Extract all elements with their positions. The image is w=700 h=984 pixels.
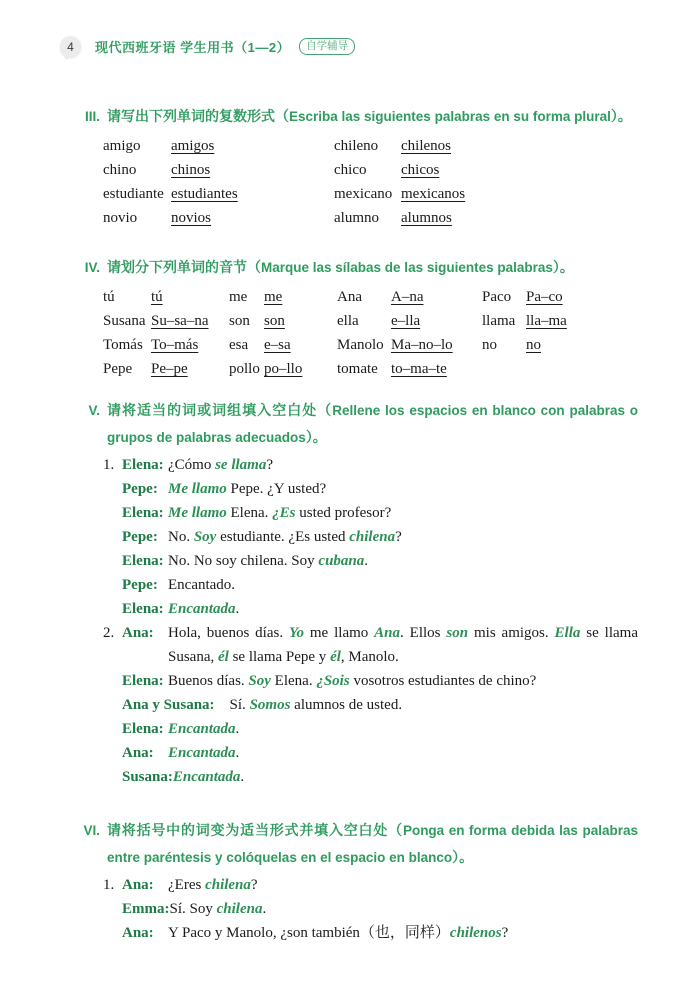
dialog-line [60,477,638,501]
dialog-line [60,921,638,945]
text-segment: ? [395,529,402,545]
text-segment: Elena. [270,673,317,689]
answer-cell: chilenos [401,138,451,154]
text-segment: estudiante. ¿Es usted [216,529,350,545]
speaker-label: Emma: [122,901,170,917]
text-segment: Y Paco y Manolo, ¿son también（也，同样） [168,925,450,941]
word-cell: no [482,337,497,353]
page-number-bubble [60,36,81,57]
text-segment: No. [168,529,194,545]
text-segment: Elena. [226,505,273,521]
text-segment: ¿Cómo [168,457,216,473]
speaker-label: Elena: [122,553,164,569]
title-chinese: 请划分下列单词的音节（ [107,259,261,275]
text-segment: . [235,745,240,761]
dialog-text [173,765,638,789]
item-number [103,717,122,741]
page-number: 4 [67,39,74,54]
table-row [60,357,638,381]
answer-segment: cubana [318,553,365,569]
word-table [60,134,638,230]
text-segment: me llamo [304,625,375,641]
speaker-label: Elena: [122,457,164,473]
text-segment: Buenos días. [168,673,249,689]
section-heading [60,254,638,281]
text-segment: No. No soy chilena. Soy [168,553,319,569]
section-numeral: III. [84,109,100,124]
answer-cell: e–lla [391,313,421,329]
dialog-line [60,621,638,669]
dialog-line [60,573,638,597]
text-segment: usted profesor? [295,505,392,521]
dialog-text [230,693,638,717]
answer-cell: A–na [391,289,424,305]
answer-segment: Encantada [168,721,236,737]
title-spanish: Escriba las siguientes palabras en su forma plural [289,109,611,124]
word-cell: tomate [337,361,378,377]
section-numeral: VI. [83,823,100,838]
word-cell: novio [103,210,138,226]
item-number [103,477,122,501]
answer-cell: e–sa [264,337,291,353]
text-segment: . [235,721,240,737]
dialog-text [168,621,638,669]
word-cell: estudiante [103,186,164,202]
answer-cell: to–ma–te [391,361,447,377]
self-study-badge: 自学辅导 [299,38,355,55]
text-segment: Sí. [229,697,250,713]
word-cell: Ana [337,289,362,305]
word-cell: chileno [334,138,379,154]
dialog-text [168,477,638,501]
word-cell [482,357,526,381]
answer-segment: Ana [374,625,401,641]
item-number [103,741,122,765]
answer-segment: chilenos [449,925,502,941]
text-segment: Encantado. [168,577,236,593]
answer-cell: To–más [151,337,199,353]
item-number [103,669,122,693]
speaker-label: Ana y Susana: [122,697,215,713]
section-title [100,817,638,871]
dialog-text [168,873,638,897]
answer-segment: él [218,649,229,665]
answer-segment: se llama [215,457,267,473]
answer-cell: Pe–pe [151,361,188,377]
speaker-label: Elena: [122,673,164,689]
item-number [103,921,122,945]
dialog-line [60,453,638,477]
dialog-line [60,525,638,549]
answer-cell: novios [171,210,212,226]
table-row [60,158,638,182]
answer-segment: Soy [193,529,217,545]
word-cell: mexicano [334,186,393,202]
dialog-line [60,693,638,717]
answer-segment: ¿Es [272,505,296,521]
dialog-line [60,897,638,921]
text-segment: ¿Eres [168,877,206,893]
answer-segment: chilena [349,529,396,545]
item-number [103,597,122,621]
item-number: 2. [103,625,115,641]
speaker-label: Susana: [122,769,173,785]
text-segment: ? [266,457,274,473]
answer-segment: Me llamo [168,481,227,497]
dialog-line [60,741,638,765]
item-number: 1. [103,457,115,473]
speaker-label: Ana: [122,925,154,941]
dialog-line [60,873,638,897]
word-cell: esa [229,337,249,353]
answer-segment: Encantada [168,745,236,761]
word-cell: Pepe [103,361,133,377]
item-number: 1. [103,877,115,893]
section-title [100,103,638,130]
speaker-label: Ana: [122,625,154,641]
title-chinese: 请写出下列单词的复数形式（ [107,108,289,124]
title-spanish: Ponga en forma debida las palabras entre paréntesis y colóquelas en el espacio en blanco [107,823,638,865]
dialog-text [168,573,638,597]
table-row [60,285,638,309]
text-segment: Sí. Soy [169,901,217,917]
text-segment: Hola, buenos días. [168,625,289,641]
word-cell: alumno [334,210,379,226]
answer-cell: mexicanos [401,186,466,202]
answer-segment: él [330,649,341,665]
word-cell: me [229,289,248,305]
text-segment: . [262,901,267,917]
section-4-syllables-exercise [60,254,638,381]
speaker-label: Elena: [122,505,164,521]
answer-cell: amigos [171,138,215,154]
item-number [103,525,122,549]
word-cell: ella [337,313,359,329]
dialog-line [60,717,638,741]
answer-cell [526,357,638,381]
word-cell: Susana [103,313,146,329]
word-cell: Manolo [337,337,384,353]
speaker-label: Ana: [122,745,154,761]
speaker-label: Pepe: [122,529,158,545]
item-number [103,693,122,717]
section-6-transform-exercise [60,817,638,945]
answer-cell: me [264,289,283,305]
speaker-label: Elena: [122,721,164,737]
title-close: ）。 [552,259,574,275]
title-spanish: Marque las sílabas de las siguientes palabras [261,260,553,275]
text-segment: . [240,769,245,785]
answer-cell: Ma–no–lo [391,337,453,353]
dialog-text [168,669,638,693]
answer-cell: alumnos [401,210,452,226]
book-title: 现代西班牙语 学生用书（1—2） [95,40,291,55]
title-close: ）。 [452,849,474,865]
table-row [60,333,638,357]
table-row [60,134,638,158]
word-cell: chino [103,162,137,178]
section-numeral: IV. [84,260,100,275]
section-title [100,254,638,281]
table-row [60,182,638,206]
text-segment: ? [250,877,258,893]
answer-segment: Encantada [168,601,236,617]
answer-cell: tú [151,289,163,305]
dialog-text [168,549,638,573]
section-heading [60,397,638,451]
section-heading [60,817,638,871]
text-segment: mis amigos. [468,625,555,641]
speaker-label: Pepe: [122,481,158,497]
title-close: ）。 [305,429,327,445]
answer-cell: estudiantes [171,186,238,202]
dialog-line [60,765,638,789]
text-segment: . Ellos [400,625,447,641]
text-segment: vosotros estudiantes de chino? [349,673,537,689]
item-number [103,897,122,921]
answer-cell: no [526,337,541,353]
answer-cell: lla–ma [526,313,567,329]
dialog-line [60,597,638,621]
answer-cell: son [264,313,285,329]
word-cell: Paco [482,289,512,305]
answer-segment: ¿Sois [316,673,350,689]
dialog-text [170,897,639,921]
answer-segment: Yo [289,625,304,641]
answer-cell: Pa–co [526,289,563,305]
word-table [60,285,638,381]
answer-cell: chicos [401,162,440,178]
answer-cell: Su–sa–na [151,313,209,329]
word-cell: amigo [103,138,141,154]
text-segment: . [364,553,368,569]
word-cell: tú [103,289,115,305]
title-chinese: 请将括号中的词变为适当形式并填入空白处（ [107,822,403,838]
answer-segment: chilena [216,901,263,917]
text-segment: , Manolo. [340,649,399,665]
title-close: ）。 [610,108,632,124]
dialog-text [168,501,638,525]
dialog-line [60,669,638,693]
dialog-text [168,597,638,621]
section-heading [60,103,638,130]
speaker-label: Elena: [122,601,164,617]
text-segment: alumnos de usted. [290,697,403,713]
section-numeral: V. [88,403,100,418]
text-segment: se llama Pepe y [228,649,331,665]
item-number [103,549,122,573]
title-chinese: 请将适当的词或词组填入空白处（ [107,402,333,418]
item-number [103,573,122,597]
dialog-block [60,873,638,945]
word-cell: chico [334,162,367,178]
section-5-fill-blanks-exercise [60,397,638,789]
page-header [60,36,638,57]
answer-segment: Ella [554,625,581,641]
section-title [100,397,638,451]
title-spanish: Rellene los espacios en blanco con palabras o grupos de palabras adecuados [107,403,638,445]
dialog-line [60,501,638,525]
item-number [103,765,122,789]
dialog-text [168,717,638,741]
section-3-plural-exercise [60,103,638,230]
word-cell: llama [482,313,516,329]
text-segment: Pepe. ¿Y usted? [226,481,327,497]
answer-segment: Somos [249,697,291,713]
dialog-text [168,921,638,945]
word-cell: Tomás [103,337,143,353]
dialog-block [60,453,638,789]
speaker-label: Ana: [122,877,154,893]
item-number [103,501,122,525]
text-segment: se llama Susana, [168,625,638,665]
answer-cell: chinos [171,162,211,178]
table-row [60,206,638,230]
answer-cell: po–llo [264,361,303,377]
answer-segment: Encantada [172,769,241,785]
word-cell: pollo [229,361,260,377]
answer-segment: son [446,625,469,641]
dialog-text [168,453,638,477]
table-row [60,309,638,333]
text-segment: . [235,601,240,617]
dialog-line [60,549,638,573]
answer-segment: Soy [248,673,271,689]
word-cell: son [229,313,250,329]
answer-segment: chilena [205,877,251,893]
speaker-label: Pepe: [122,577,158,593]
dialog-text [168,525,638,549]
text-segment: ? [501,925,509,941]
answer-segment: Me llamo [168,505,227,521]
dialog-text [168,741,638,765]
